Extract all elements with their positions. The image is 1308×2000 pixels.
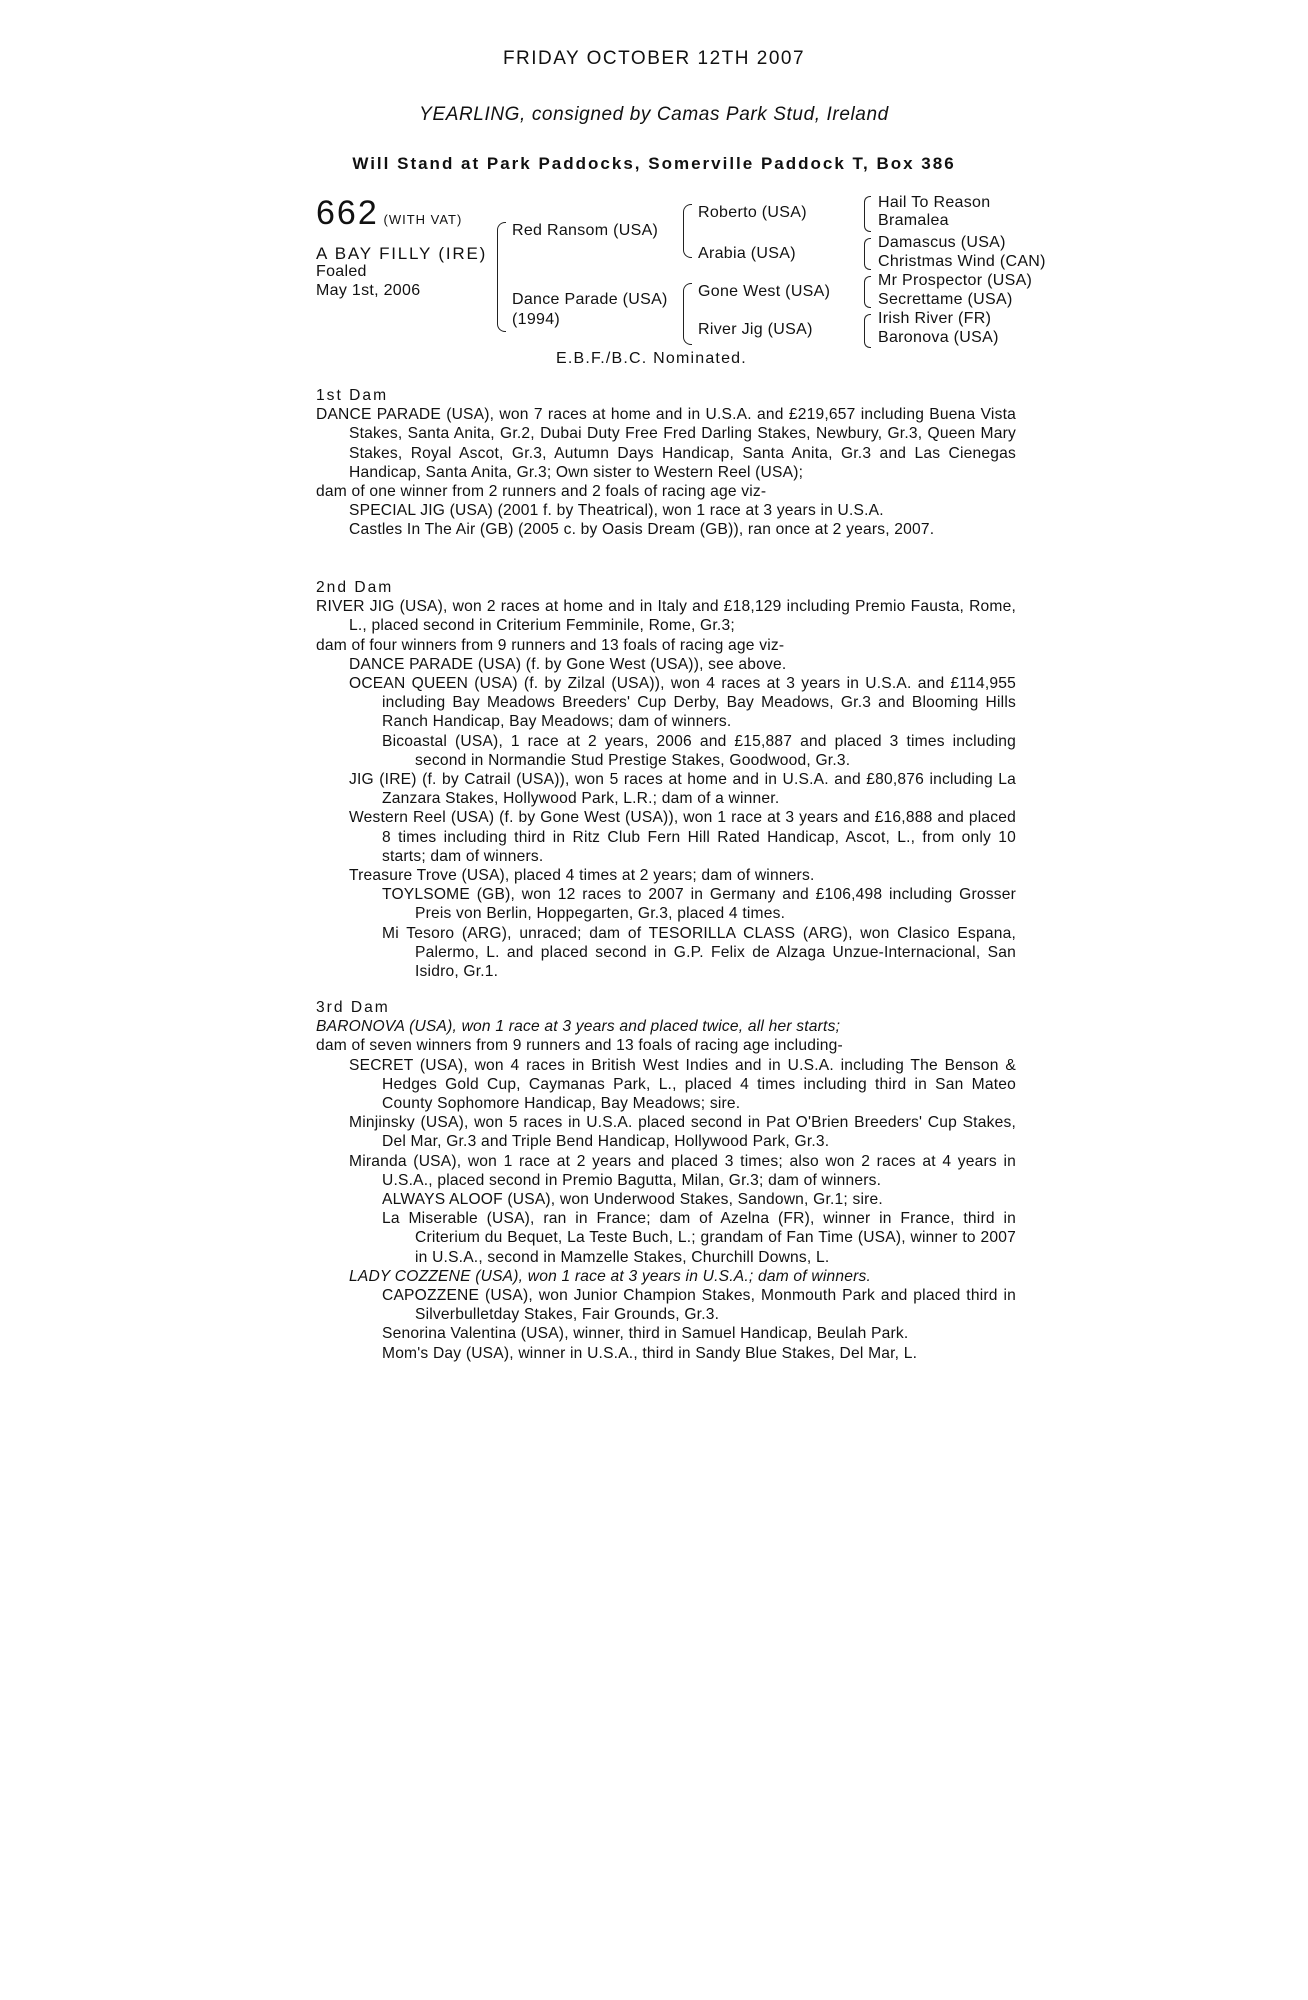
pedigree-g4: Christmas Wind (CAN)	[878, 253, 1046, 270]
lot-number: 662	[316, 194, 379, 232]
pedigree-g8: Baronova (USA)	[878, 329, 999, 346]
second-dam-produce-2: OCEAN QUEEN (USA) (f. by Zilzal (USA)), won 4 races at 3 years in U.S.A. and £114,955 including Bay Meadows Breeders' Cup Derby, Bay Meadows, Gr.3 and Blooming Hills Ranch Handicap, Bay Meadows; dam of winners.	[349, 675, 1016, 731]
third-dam-produce-1: SECRET (USA), won 4 races in British West Indies and in U.S.A. including The Benson & Hedges Gold Cup, Caymanas Park, L., placed 4 times including third in San Mateo County Sophomore Handicap, Bay Meadows; sire.	[349, 1056, 1016, 1113]
pedigree-dam-sire: Gone West (USA)	[698, 283, 831, 300]
third-dam-produce-summary: dam of seven winners from 9 runners and 13 foals of racing age including-	[316, 1037, 843, 1055]
first-dam-produce-summary: dam of one winner from 2 runners and 2 foals of racing age viz-	[316, 483, 767, 501]
vat-note: (WITH VAT)	[383, 212, 463, 227]
pedigree-sire-sire: Roberto (USA)	[698, 204, 807, 221]
second-dam-produce-summary: dam of four winners from 9 runners and 13 foals of racing age viz-	[316, 636, 785, 654]
pedigree-brace-g78	[864, 314, 871, 348]
pedigree-g7: Irish River (FR)	[878, 310, 992, 327]
sale-date: FRIDAY OCTOBER 12TH 2007	[502, 48, 806, 69]
lot-number-line	[316, 194, 462, 233]
third-dam-produce-4: LADY COZZENE (USA), won 1 race at 3 years in U.S.A.; dam of winners.	[349, 1267, 872, 1285]
first-dam-section	[316, 386, 1016, 540]
first-dam-produce-1: SPECIAL JIG (USA) (2001 f. by Theatrical), won 1 race at 3 years in U.S.A.	[349, 502, 884, 520]
lot-description: A BAY FILLY (IRE)	[316, 244, 488, 263]
third-dam-grandproduce-1: ALWAYS ALOOF (USA), won Underwood Stakes, Sandown, Gr.1; sire.	[382, 1191, 883, 1209]
third-dam-section	[316, 998, 1016, 1363]
third-dam-produce-2: Minjinsky (USA), won 5 races in U.S.A. placed second in Pat O'Brien Breeders' Cup Stakes, Del Mar, Gr.3 and Triple Bend Handicap, Hollywood Park, Gr.3.	[349, 1114, 1016, 1151]
third-dam-grandproduce-4: Senorina Valentina (USA), winner, third in Samuel Handicap, Beulah Park.	[382, 1325, 909, 1343]
second-dam-record: RIVER JIG (USA), won 2 races at home and in Italy and £18,129 including Premio Fausta, Rome, L., placed second in Criterium Femminile, Rome, Gr.3;	[316, 598, 1016, 635]
third-dam-produce-3: Miranda (USA), won 1 race at 2 years and placed 3 times; also won 2 races at 4 years in U.S.A., placed second in Premio Bagutta, Milan, Gr.3; dam of winners.	[349, 1152, 1016, 1189]
pedigree-brace-sire	[683, 204, 692, 258]
pedigree-g3: Damascus (USA)	[878, 234, 1006, 251]
pedigree-brace-g56	[864, 276, 871, 308]
pedigree-dam-year: (1994)	[512, 311, 561, 328]
first-dam-record: DANCE PARADE (USA), won 7 races at home and in U.S.A. and £219,657 including Buena Vista Stakes, Santa Anita, Gr.2, Dubai Duty Free Fred Darling Stakes, Newbury, Gr.3, Queen Mary Stakes, Royal Ascot, Gr.3, Autumn Days Handicap, Santa Anita, Gr.3 and Las Cienegas Handicap, Santa Anita, Gr.3; Own sister to Western Reel (USA);	[316, 406, 1016, 481]
first-dam-heading: 1st Dam	[316, 387, 389, 404]
first-dam-produce-2: Castles In The Air (GB) (2005 c. by Oasis Dream (GB)), ran once at 2 years, 2007.	[349, 521, 935, 539]
third-dam-record: BARONOVA (USA), won 1 race at 3 years and placed twice, all her starts;	[316, 1018, 841, 1036]
third-dam-grandproduce-2: La Miserable (USA), ran in France; dam of Azelna (FR), winner in France, third in Criterium du Bequet, La Teste Buch, L.; grandam of Fan Time (USA), winner to 2007 in U.S.A., second in Mamzelle Stakes, Churchill Downs, L.	[382, 1210, 1016, 1266]
third-dam-heading: 3rd Dam	[316, 999, 390, 1016]
foaled-label: Foaled	[316, 263, 367, 280]
second-dam-grandproduce-1: Bicoastal (USA), 1 race at 2 years, 2006 and £15,887 and placed 3 times including second in Normandie Stud Prestige Stakes, Goodwood, Gr.3.	[382, 732, 1016, 769]
second-dam-produce-3: JIG (IRE) (f. by Catrail (USA)), won 5 races at home and in U.S.A. and £80,876 including La Zanzara Stakes, Hollywood Park, L.R.; dam of a winner.	[349, 771, 1016, 808]
consignor-line: YEARLING, consigned by Camas Park Stud, Ireland	[419, 104, 889, 125]
foaled-date: May 1st, 2006	[316, 282, 421, 299]
pedigree-dam-dam: River Jig (USA)	[698, 321, 813, 338]
pedigree-g1: Hail To Reason	[878, 194, 991, 211]
location-line: Will Stand at Park Paddocks, Somerville Paddock T, Box 386	[352, 154, 956, 173]
second-dam-produce-1: DANCE PARADE (USA) (f. by Gone West (USA)), see above.	[349, 655, 787, 673]
second-dam-heading: 2nd Dam	[316, 579, 394, 596]
pedigree-brace-g34	[864, 238, 871, 270]
second-dam-section	[316, 578, 1016, 981]
pedigree-brace-dam	[683, 283, 692, 345]
pedigree-g5: Mr Prospector (USA)	[878, 272, 1033, 289]
second-dam-produce-4: Western Reel (USA) (f. by Gone West (USA)), won 1 race at 3 years and £16,888 and placed 8 times including third in Ritz Club Fern Hill Rated Handicap, Ascot, L., from only 10 starts; dam of winners.	[349, 809, 1016, 865]
pedigree-brace-main	[497, 222, 506, 332]
second-dam-grandproduce-3: Mi Tesoro (ARG), unraced; dam of TESORILLA CLASS (ARG), won Clasico Espana, Palermo, L. and placed second in G.P. Felix de Alzaga Unzue-Internacional, San Isidro, Gr.1.	[382, 924, 1016, 981]
pedigree-sire: Red Ransom (USA)	[512, 222, 659, 239]
third-dam-grandproduce-5: Mom's Day (USA), winner in U.S.A., third in Sandy Blue Stakes, Del Mar, L.	[382, 1344, 918, 1362]
second-dam-grandproduce-2: TOYLSOME (GB), won 12 races to 2007 in Germany and £106,498 including Grosser Preis von Berlin, Hoppegarten, Gr.3, placed 4 times.	[382, 886, 1016, 923]
pedigree-g6: Secrettame (USA)	[878, 291, 1013, 308]
pedigree-g2: Bramalea	[878, 212, 949, 229]
pedigree-sire-dam: Arabia (USA)	[698, 245, 796, 262]
pedigree-brace-g12	[864, 196, 871, 232]
nomination-note: E.B.F./B.C. Nominated.	[556, 350, 747, 367]
second-dam-produce-5: Treasure Trove (USA), placed 4 times at 2 years; dam of winners.	[349, 867, 815, 885]
third-dam-grandproduce-3: CAPOZZENE (USA), won Junior Champion Stakes, Monmouth Park and placed third in Silverbulletday Stakes, Fair Grounds, Gr.3.	[382, 1287, 1016, 1324]
pedigree-dam: Dance Parade (USA)	[512, 291, 668, 308]
